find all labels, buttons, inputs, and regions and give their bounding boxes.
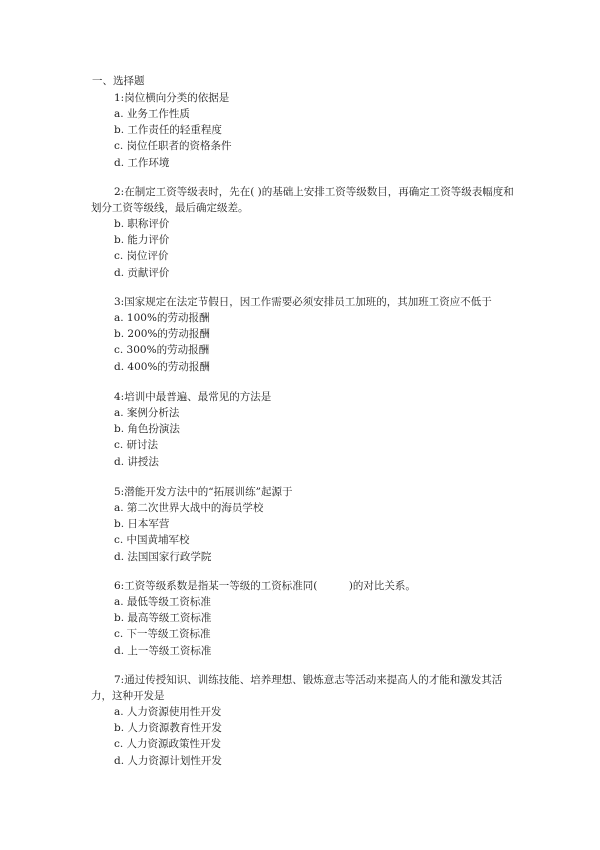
option-b: b. 200%的劳动报酬	[114, 328, 210, 341]
option-c: c. 中国黄埔军校	[114, 534, 190, 547]
option-b: b. 人力资源教育性开发	[114, 722, 222, 735]
question-2	[91, 184, 516, 281]
option-c: c. 岗位任职者的资格条件	[114, 140, 232, 153]
option-a: a. 最低等级工资标准	[114, 596, 211, 608]
option-d: d. 400%的劳动报酬	[114, 360, 210, 373]
question-text: 7:通过传授知识、训练技能、培养理想、锻炼意志等活动来提高人的才能和激发其活力，这种开发是	[91, 674, 503, 702]
question-7	[91, 672, 516, 769]
section-title: 一、选择题	[92, 75, 145, 87]
question-5	[114, 484, 514, 565]
option-c: c. 人力资源政策性开发	[114, 738, 222, 751]
option-a: a. 案例分析法	[114, 407, 180, 419]
option-b: b. 能力评价	[114, 234, 170, 247]
option-a: a. 业务工作性质	[114, 108, 190, 120]
option-a: a. 人力资源使用性开发	[114, 706, 222, 718]
option-c: c. 下一等级工资标准	[114, 628, 211, 641]
option-d: d. 讲授法	[114, 455, 159, 468]
question-text: 6:工资等级系数是指某一等级的工资标准同( )的对比关系。	[114, 580, 416, 592]
question-1	[114, 90, 514, 171]
question-text: 3:国家规定在法定节假日，因工作需要必须安排员工加班的，其加班工资应不低于	[114, 296, 492, 308]
option-d: d. 上一等级工资标准	[114, 644, 212, 657]
option-c: c. 300%的劳动报酬	[114, 344, 210, 357]
question-text: 2:在制定工资等级表时，先在( )的基础上安排工资等级数目，再确定工资等级表幅度和划分工资等级线，最后确定级差。	[91, 186, 514, 214]
question-text: 5:潜能开发方法中的“拓展训练”起源于	[114, 486, 293, 498]
question-3	[114, 294, 514, 375]
option-d: d. 法国国家行政学院	[114, 550, 212, 563]
option-d: d. 贡献评价	[114, 266, 170, 279]
option-a: b. 职称评价	[114, 218, 170, 230]
option-a: a. 第二次世界大战中的海员学校	[114, 502, 264, 514]
option-a: a. 100%的劳动报酬	[114, 312, 210, 324]
option-b: b. 最高等级工资标准	[114, 612, 212, 625]
option-b: b. 角色扮演法	[114, 423, 180, 436]
question-6	[114, 578, 514, 659]
option-d: d. 人力资源计划性开发	[114, 754, 222, 767]
option-c: c. 岗位评价	[114, 250, 169, 263]
option-d: d. 工作环境	[114, 156, 170, 169]
option-c: c. 研讨法	[114, 439, 159, 452]
question-text: 1:岗位横向分类的依据是	[114, 92, 230, 104]
option-b: b. 工作责任的轻重程度	[114, 124, 222, 137]
question-text: 4:培训中最普遍、最常见的方法是	[114, 391, 272, 403]
option-b: b. 日本军营	[114, 518, 170, 531]
question-4	[114, 389, 514, 470]
